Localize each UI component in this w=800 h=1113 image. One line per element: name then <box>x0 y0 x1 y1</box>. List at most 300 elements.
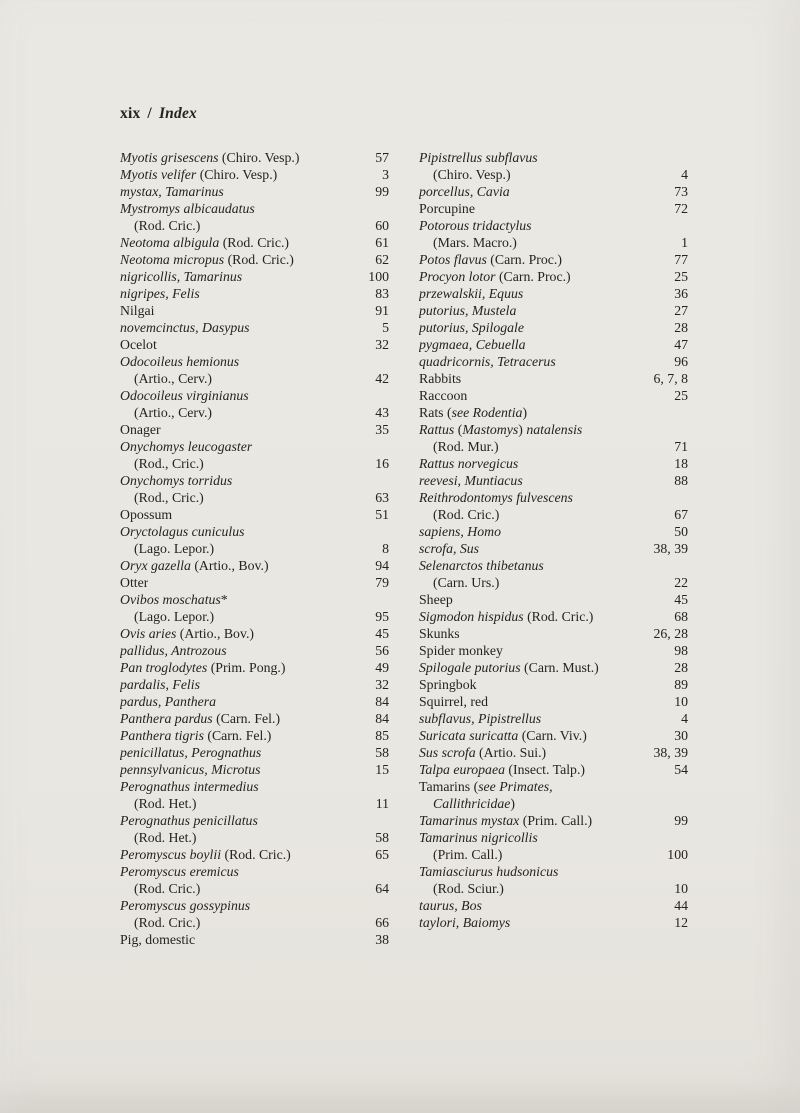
index-entry-line <box>419 846 688 863</box>
entry-page-number: 99 <box>674 813 688 828</box>
entry-page-number: 38, 39 <box>653 541 688 556</box>
entry-page-number: 47 <box>674 337 688 352</box>
entry-name-italic: Peromyscus boylii <box>120 847 222 862</box>
entry-name-italic: Pipistrellus subflavus <box>419 150 538 165</box>
entry-text <box>120 353 239 370</box>
entry-page-number: 89 <box>674 677 688 692</box>
entry-name-roman: (Carn. Must.) <box>520 660 599 675</box>
entry-text <box>419 370 461 387</box>
entry-text <box>419 863 558 880</box>
entry-page-number: 38, 39 <box>653 745 688 760</box>
entry-text <box>419 778 553 795</box>
entry-name-italic: natalensis <box>526 422 583 437</box>
entry-page-number: 30 <box>674 728 688 743</box>
entry-name-roman: (Prim. Call.) <box>519 813 593 828</box>
index-entry-line <box>419 523 688 540</box>
entry-page-number: 56 <box>375 643 389 658</box>
entry-name-italic: Panthera tigris <box>120 728 204 743</box>
index-entry-line <box>120 370 389 387</box>
index-entry-line <box>120 557 389 574</box>
index-entry-line <box>120 404 389 421</box>
entry-name-roman: (Chiro. Vesp.) <box>196 167 278 182</box>
entry-text <box>120 472 232 489</box>
entry-name-roman: (Rod. Cric.) <box>134 881 201 896</box>
entry-name-roman: (Prim. Pong.) <box>207 660 286 675</box>
entry-name-roman: (Carn. Viv.) <box>518 728 587 743</box>
entry-page-number: 45 <box>375 626 389 641</box>
index-entry-line <box>120 336 389 353</box>
index-entry-line <box>120 523 389 540</box>
index-entry-line <box>419 421 688 438</box>
entry-page-number: 94 <box>375 558 389 573</box>
entry-name-roman: (Rod. Cric.) <box>134 218 201 233</box>
entry-name-italic: Odocoileus virginianus <box>120 388 249 403</box>
entry-text <box>120 217 200 234</box>
index-entry-line <box>120 608 389 625</box>
index-entry-line <box>120 217 389 234</box>
index-entry-line <box>419 455 688 472</box>
index-entry-line <box>120 659 389 676</box>
entry-name-roman: (Mars. Macro.) <box>433 235 517 250</box>
entry-text <box>419 540 479 557</box>
entry-text <box>419 744 546 761</box>
entry-text <box>419 608 593 625</box>
entry-name-italic: Panthera pardus <box>120 711 213 726</box>
entry-name-italic: novemcinctus, Dasypus <box>120 320 250 335</box>
index-entry-line <box>120 268 389 285</box>
entry-text <box>419 710 541 727</box>
entry-name-roman: Skunks <box>419 626 460 641</box>
entry-text <box>120 540 214 557</box>
entry-page-number: 26, 28 <box>653 626 688 641</box>
entry-page-number: 50 <box>674 524 688 539</box>
entry-text <box>419 659 599 676</box>
entry-page-number: 11 <box>375 796 389 811</box>
entry-page-number: 99 <box>375 184 389 199</box>
entry-name-roman: Squirrel, red <box>419 694 488 709</box>
entry-page-number: 88 <box>674 473 688 488</box>
index-column-right <box>419 149 688 931</box>
entry-name-italic: Callithricidae <box>433 796 511 811</box>
entry-name-roman: (Rod. Cric.) <box>134 915 201 930</box>
entry-page-number: 22 <box>674 575 688 590</box>
entry-text <box>120 336 157 353</box>
entry-text <box>419 795 515 812</box>
entry-name-italic: Spilogale putorius <box>419 660 521 675</box>
index-entry-line <box>419 659 688 676</box>
entry-text <box>120 319 250 336</box>
entry-page-number: 32 <box>375 337 389 352</box>
entry-text <box>419 761 585 778</box>
entry-name-italic: Peromyscus eremicus <box>120 864 239 879</box>
entry-name-italic: reevesi, Muntiacus <box>419 473 523 488</box>
entry-text <box>120 183 224 200</box>
entry-name-italic: Tamarinus mystax <box>419 813 520 828</box>
entry-text <box>120 302 155 319</box>
entry-text <box>120 200 255 217</box>
entry-name-italic: Myotis velifer <box>120 167 197 182</box>
entry-text <box>120 710 280 727</box>
entry-page-number: 66 <box>375 915 389 930</box>
entry-name-italic: Suricata suricatta <box>419 728 519 743</box>
entry-name-italic: taurus, Bos <box>419 898 482 913</box>
entry-name-roman: Nilgai <box>120 303 155 318</box>
entry-text <box>120 404 212 421</box>
index-entry-line <box>120 200 389 217</box>
entry-page-number: 60 <box>375 218 389 233</box>
index-entry-line <box>419 234 688 251</box>
entry-page-number: 38 <box>375 932 389 947</box>
entry-page-number: 49 <box>375 660 389 675</box>
index-entry-line <box>419 761 688 778</box>
entry-name-italic: putorius, Mustela <box>419 303 517 318</box>
entry-text <box>120 506 172 523</box>
entry-page-number: 71 <box>674 439 688 454</box>
index-entry-line <box>419 268 688 285</box>
entry-name-roman: (Carn. Fel.) <box>212 711 281 726</box>
entry-text <box>120 370 212 387</box>
entry-page-number: 77 <box>674 252 688 267</box>
entry-name-roman: (Artio., Cerv.) <box>134 371 213 386</box>
index-content <box>120 104 688 948</box>
entry-text <box>419 472 523 489</box>
index-entry-line <box>120 591 389 608</box>
entry-name-roman: (Artio. Sui.) <box>475 745 547 760</box>
entry-page-number: 63 <box>375 490 389 505</box>
entry-page-number: 28 <box>674 320 688 335</box>
entry-name-italic: Ovibos moschatus <box>120 592 221 607</box>
entry-name-roman: Ocelot <box>120 337 157 352</box>
entry-page-number: 64 <box>375 881 389 896</box>
entry-text <box>419 404 527 421</box>
entry-text <box>419 693 488 710</box>
index-entry-line <box>120 829 389 846</box>
index-entry-line <box>419 506 688 523</box>
entry-text <box>419 166 511 183</box>
entry-name-italic: Perognathus penicillatus <box>120 813 258 828</box>
entry-page-number: 43 <box>375 405 389 420</box>
entry-name-italic: penicillatus, Perognathus <box>120 745 262 760</box>
entry-page-number: 8 <box>382 541 389 556</box>
entry-name-roman: (Chiro. Vesp.) <box>218 150 300 165</box>
entry-text <box>120 931 195 948</box>
index-entry-line <box>120 472 389 489</box>
entry-text <box>120 727 271 744</box>
entry-name-roman: ) <box>522 405 528 420</box>
entry-name-italic: subflavus, Pipistrellus <box>419 711 542 726</box>
entry-text <box>419 914 510 931</box>
entry-text <box>419 591 453 608</box>
index-entry-line <box>120 285 389 302</box>
entry-name-roman: Onager <box>120 422 161 437</box>
entry-page-number: 61 <box>375 235 389 250</box>
entry-page-number: 85 <box>375 728 389 743</box>
index-entry-line <box>419 217 688 234</box>
index-entry-line <box>120 251 389 268</box>
index-entry-line <box>419 744 688 761</box>
index-entry-line <box>120 795 389 812</box>
index-entry-line <box>120 846 389 863</box>
entry-text <box>120 863 239 880</box>
entry-name-italic: pennsylvanicus, Microtus <box>120 762 261 777</box>
index-entry-line <box>120 642 389 659</box>
entry-text <box>120 659 285 676</box>
index-entry-line <box>419 489 688 506</box>
entry-text <box>120 268 242 285</box>
index-entry-line <box>419 778 688 795</box>
entry-text <box>419 506 499 523</box>
entry-name-italic: Oryctolagus cuniculus <box>120 524 245 539</box>
index-entry-line <box>120 421 389 438</box>
index-entry-line <box>419 914 688 931</box>
entry-name-italic: Pan troglodytes <box>120 660 208 675</box>
index-entry-line <box>419 812 688 829</box>
entry-page-number: 100 <box>667 847 688 862</box>
entry-name-roman: Spider monkey <box>419 643 503 658</box>
entry-name-roman: (Carn. Urs.) <box>433 575 500 590</box>
entry-text <box>419 574 499 591</box>
index-entry-line <box>120 625 389 642</box>
entry-text <box>419 829 538 846</box>
index-entry-line <box>419 438 688 455</box>
entry-text <box>120 778 259 795</box>
entry-name-roman: Rats ( <box>419 405 452 420</box>
entry-name-italic: Myotis grisescens <box>120 150 219 165</box>
entry-text <box>419 897 482 914</box>
entry-name-italic: Selenarctos thibetanus <box>419 558 544 573</box>
entry-name-roman: (Artio., Bov.) <box>190 558 269 573</box>
entry-text <box>120 914 200 931</box>
entry-text <box>419 625 460 642</box>
entry-name-italic: pallidus, Antrozous <box>120 643 227 658</box>
index-entry-line <box>419 897 688 914</box>
entry-text <box>419 455 518 472</box>
entry-name-italic: pardalis, Felis <box>120 677 200 692</box>
entry-name-roman: (Rod. Het.) <box>134 830 197 845</box>
entry-page-number: 10 <box>674 881 688 896</box>
entry-text <box>419 200 475 217</box>
entry-name-roman: Opossum <box>120 507 173 522</box>
index-entry-line <box>419 693 688 710</box>
index-entry-line <box>120 761 389 778</box>
entry-text <box>419 421 582 438</box>
entry-name-italic: Sus scrofa <box>419 745 476 760</box>
entry-page-number: 25 <box>674 388 688 403</box>
entry-text <box>419 812 592 829</box>
entry-page-number: 83 <box>375 286 389 301</box>
index-entry-line <box>120 183 389 200</box>
index-entry-line <box>120 744 389 761</box>
header-separator: / <box>147 105 152 122</box>
entry-text <box>419 268 571 285</box>
entry-page-number: 79 <box>375 575 389 590</box>
entry-name-roman: (Carn. Proc.) <box>495 269 571 284</box>
entry-name-roman: Otter <box>120 575 149 590</box>
index-entry-line <box>120 931 389 948</box>
entry-name-roman: (Lago. Lepor.) <box>134 609 215 624</box>
entry-page-number: 84 <box>375 711 389 726</box>
index-entry-line <box>120 693 389 710</box>
index-entry-line <box>419 591 688 608</box>
entry-name-italic: Rattus norvegicus <box>419 456 519 471</box>
entry-name-roman: (Carn. Proc.) <box>486 252 562 267</box>
entry-text <box>419 676 477 693</box>
entry-name-roman: Tamarins ( <box>419 779 479 794</box>
entry-name-roman: (Insect. Talp.) <box>504 762 585 777</box>
entry-name-italic: taylori, Baiomys <box>419 915 511 930</box>
index-entry-line <box>419 557 688 574</box>
index-entry-line <box>419 829 688 846</box>
entry-page-number: 45 <box>674 592 688 607</box>
entry-page-number: 91 <box>375 303 389 318</box>
entry-page-number: 65 <box>375 847 389 862</box>
header-title: Index <box>158 105 197 122</box>
entry-name-italic: mystax, Tamarinus <box>120 184 224 199</box>
entry-name-italic: Perognathus intermedius <box>120 779 259 794</box>
entry-text <box>120 744 261 761</box>
entry-page-number: 42 <box>375 371 389 386</box>
entry-name-italic: pygmaea, Cebuella <box>419 337 526 352</box>
entry-name-roman: (Rod. Het.) <box>134 796 197 811</box>
entry-name-roman: Raccoon <box>419 388 468 403</box>
entry-page-number: 73 <box>674 184 688 199</box>
entry-page-number: 36 <box>674 286 688 301</box>
page-number: xix <box>120 105 141 122</box>
entry-text <box>120 523 245 540</box>
entry-name-italic: nigricollis, Tamarinus <box>120 269 243 284</box>
entry-page-number: 54 <box>674 762 688 777</box>
index-entry-line <box>120 778 389 795</box>
entry-text <box>120 166 277 183</box>
entry-name-roman: (Artio., Cerv.) <box>134 405 213 420</box>
entry-text <box>120 625 254 642</box>
index-entry-line <box>419 727 688 744</box>
entry-name-italic: putorius, Spilogale <box>419 320 525 335</box>
entry-page-number: 12 <box>674 915 688 930</box>
index-entry-line <box>120 455 389 472</box>
entry-page-number: 58 <box>375 745 389 760</box>
index-entry-line <box>120 353 389 370</box>
entry-name-roman: (Artio., Bov.) <box>176 626 255 641</box>
entry-page-number: 98 <box>674 643 688 658</box>
entry-name-italic: Mystromys albicaudatus <box>120 201 255 216</box>
entry-name-italic: Ovis aries <box>120 626 177 641</box>
entry-name-italic: Sigmodon hispidus <box>419 609 524 624</box>
entry-text <box>419 523 501 540</box>
index-entry-line <box>419 880 688 897</box>
entry-text <box>120 591 228 608</box>
index-entry-line <box>120 812 389 829</box>
entry-name-italic: Talpa europaea <box>419 762 505 777</box>
entry-text <box>120 880 200 897</box>
entry-name-roman: Rabbits <box>419 371 462 386</box>
entry-name-italic: Tamiasciurus hudsonicus <box>419 864 559 879</box>
entry-text <box>120 812 258 829</box>
entry-page-number: 84 <box>375 694 389 709</box>
entry-text <box>419 149 538 166</box>
index-entry-line <box>419 200 688 217</box>
entry-page-number: 62 <box>375 252 389 267</box>
entry-name-roman: (Rod. Cric.) <box>224 252 294 267</box>
entry-name-italic: Peromyscus gossypinus <box>120 898 251 913</box>
entry-text <box>419 727 587 744</box>
entry-text <box>120 455 204 472</box>
index-entry-line <box>419 370 688 387</box>
entry-name-italic: see Rodentia <box>451 405 523 420</box>
entry-text <box>419 880 504 897</box>
entry-text <box>120 234 289 251</box>
index-entry-line <box>419 795 688 812</box>
entry-text <box>419 336 526 353</box>
entry-page-number: 4 <box>681 711 688 726</box>
index-entry-line <box>120 710 389 727</box>
entry-page-number: 1 <box>681 235 688 250</box>
index-entry-line <box>419 625 688 642</box>
entry-text <box>120 557 269 574</box>
entry-page-number: 68 <box>674 609 688 624</box>
entry-name-roman: (Rod. Cric.) <box>433 507 500 522</box>
entry-name-italic: see Primates, <box>478 779 553 794</box>
entry-text <box>419 319 524 336</box>
index-entry-line <box>120 166 389 183</box>
entry-page-number: 4 <box>681 167 688 182</box>
entry-text <box>419 217 532 234</box>
index-entry-line <box>419 319 688 336</box>
entry-text <box>120 761 261 778</box>
entry-text <box>120 829 196 846</box>
entry-page-number: 57 <box>375 150 389 165</box>
index-entry-line <box>419 676 688 693</box>
entry-name-italic: Rattus <box>419 422 455 437</box>
entry-name-italic: Oryx gazella <box>120 558 191 573</box>
index-entry-line <box>120 574 389 591</box>
entry-page-number: 51 <box>375 507 389 522</box>
index-entry-line <box>419 149 688 166</box>
index-entry-line <box>120 489 389 506</box>
index-entry-line <box>120 863 389 880</box>
entry-text <box>419 251 562 268</box>
entry-text <box>419 557 544 574</box>
entry-name-italic: pardus, Panthera <box>120 694 217 709</box>
index-entry-line <box>419 472 688 489</box>
page-header <box>120 104 688 123</box>
index-entry-line <box>120 149 389 166</box>
index-entry-line <box>419 336 688 353</box>
index-entry-line <box>120 676 389 693</box>
entry-page-number: 25 <box>674 269 688 284</box>
index-entry-line <box>419 302 688 319</box>
entry-text <box>120 421 161 438</box>
entry-text <box>120 149 299 166</box>
entry-text <box>120 438 252 455</box>
entry-text <box>120 795 196 812</box>
entry-name-italic: Neotoma micropus <box>120 252 225 267</box>
index-entry-line <box>120 506 389 523</box>
entry-text <box>419 234 517 251</box>
entry-page-number: 58 <box>375 830 389 845</box>
entry-page-number: 18 <box>674 456 688 471</box>
index-entry-line <box>419 574 688 591</box>
entry-text <box>120 846 291 863</box>
index-entry-line <box>419 608 688 625</box>
entry-name-italic: Onychomys leucogaster <box>120 439 253 454</box>
entry-text <box>419 846 502 863</box>
index-entry-line <box>120 387 389 404</box>
entry-page-number: 5 <box>382 320 389 335</box>
entry-text <box>419 642 503 659</box>
entry-text <box>419 489 573 506</box>
index-entry-line <box>120 302 389 319</box>
